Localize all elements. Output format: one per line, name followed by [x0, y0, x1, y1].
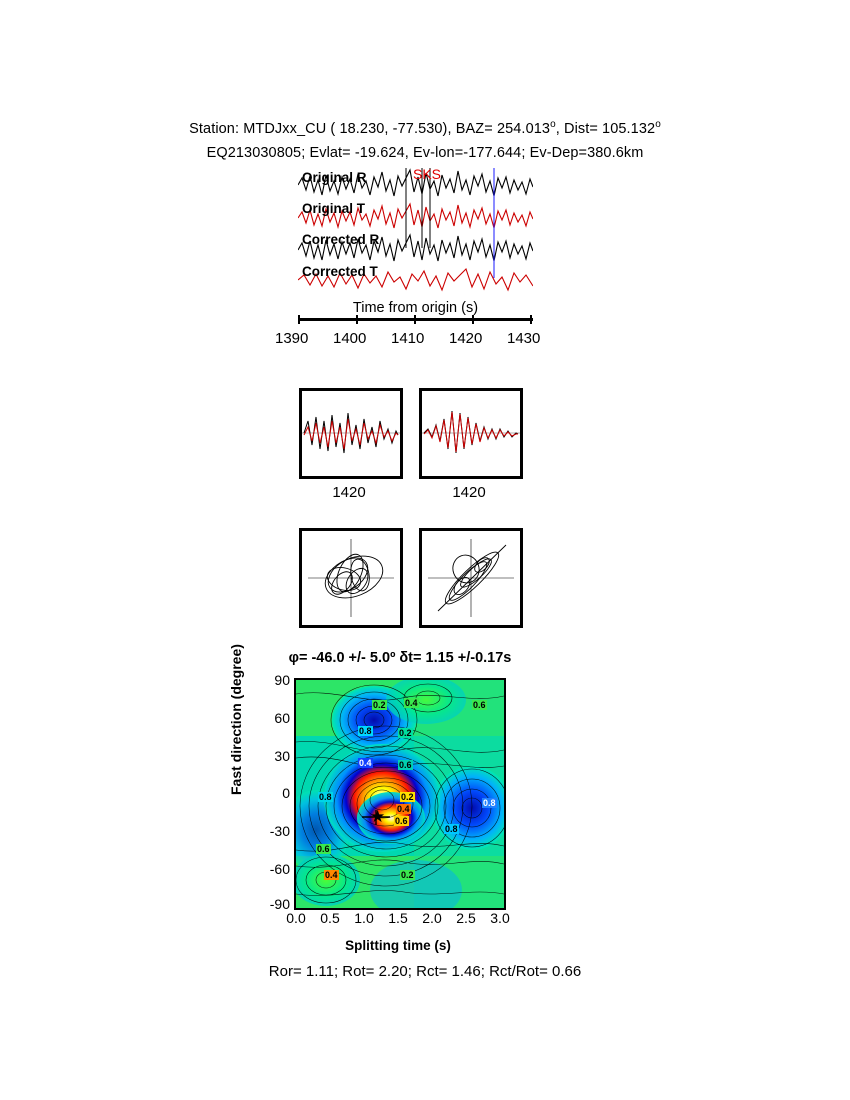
tick-1420: 1420: [449, 330, 483, 347]
particle-motion-before: [299, 528, 403, 628]
xtick-2: 1.0: [354, 910, 374, 926]
contour-label-10: 0.4: [397, 804, 410, 814]
waveform-label-corrected-t: Corrected T: [302, 264, 378, 279]
xtick-0: 0.0: [286, 910, 306, 926]
station-info-line: [0, 119, 850, 137]
xtick-4: 2.0: [422, 910, 442, 926]
xtick-1: 0.5: [320, 910, 340, 926]
contour-label-7: 0.6: [399, 760, 412, 770]
contour-label-9: 0.2: [401, 792, 414, 802]
ytick-90: 90: [274, 672, 290, 688]
waveform-axis-title: Time from origin (s): [352, 300, 479, 316]
small-panel-corrected-waveforms: [419, 388, 523, 479]
station-info-post: , Dist= 105.132: [555, 120, 656, 137]
ytick-m60: -60: [269, 861, 290, 877]
tick-1410: 1410: [391, 330, 425, 347]
contour-label-2: 0.4: [405, 698, 418, 708]
xtick-3: 1.5: [388, 910, 408, 926]
contour-label-1: 0.2: [373, 700, 386, 710]
contour-label-8: 0.8: [319, 792, 332, 802]
waveform-label-original-t: Original T: [302, 201, 366, 216]
ytick-30: 30: [274, 748, 290, 764]
waveform-label-original-r: Original R: [302, 170, 367, 185]
splitting-result-title: φ= -46.0 +/- 5.0º δt= 1.15 +/-0.17s: [288, 650, 512, 666]
contour-y-axis-label-text: Fast direction (degree): [228, 644, 244, 795]
degree-symbol-2: o: [655, 119, 661, 130]
small-panel-uncorrected-waveforms: [299, 388, 403, 479]
tick-1400: 1400: [333, 330, 367, 347]
ytick-m30: -30: [269, 823, 290, 839]
small-panel-left-tick: 1420: [332, 484, 366, 501]
particle-motion-after: [419, 528, 523, 628]
contour-x-axis-label: Splitting time (s): [345, 938, 451, 953]
ytick-m90: -90: [269, 896, 290, 912]
tick-1430: 1430: [507, 330, 541, 347]
station-info-pre: Station: MTDJxx_CU ( 18.230, -77.530), BAZ= 254.013: [189, 120, 551, 137]
contour-label-6: 0.4: [359, 758, 372, 768]
degree-symbol-1: o: [550, 119, 556, 130]
contour-label-15: 0.4: [325, 870, 338, 880]
best-fit-star-marker: ★: [370, 807, 386, 826]
xtick-6: 3.0: [490, 910, 510, 926]
tick-1390: 1390: [275, 330, 309, 347]
small-panel-right-tick: 1420: [452, 484, 486, 501]
contour-label-14: 0.6: [317, 844, 330, 854]
quality-metrics-footer: Ror= 1.11; Rot= 2.20; Rct= 1.46; Rct/Rot= 0.66: [268, 963, 582, 980]
waveform-label-corrected-r: Corrected R: [302, 232, 380, 247]
sks-phase-label: SKS: [413, 166, 442, 182]
ytick-60: 60: [274, 710, 290, 726]
contour-label-5: 0.2: [399, 728, 412, 738]
contour-label-3: 0.6: [473, 700, 486, 710]
contour-label-12: 0.8: [445, 824, 458, 834]
contour-label-13: 0.8: [483, 798, 496, 808]
error-surface-plot: [294, 678, 506, 910]
contour-label-16: 0.2: [401, 870, 414, 880]
xtick-5: 2.5: [456, 910, 476, 926]
event-info-line: EQ213030805; Evlat= -19.624, Ev-lon=-177.644; Ev-Dep=380.6km: [206, 145, 644, 161]
ytick-0: 0: [282, 785, 290, 801]
contour-label-4: 0.8: [359, 726, 372, 736]
contour-label-11: 0.6: [395, 816, 408, 826]
